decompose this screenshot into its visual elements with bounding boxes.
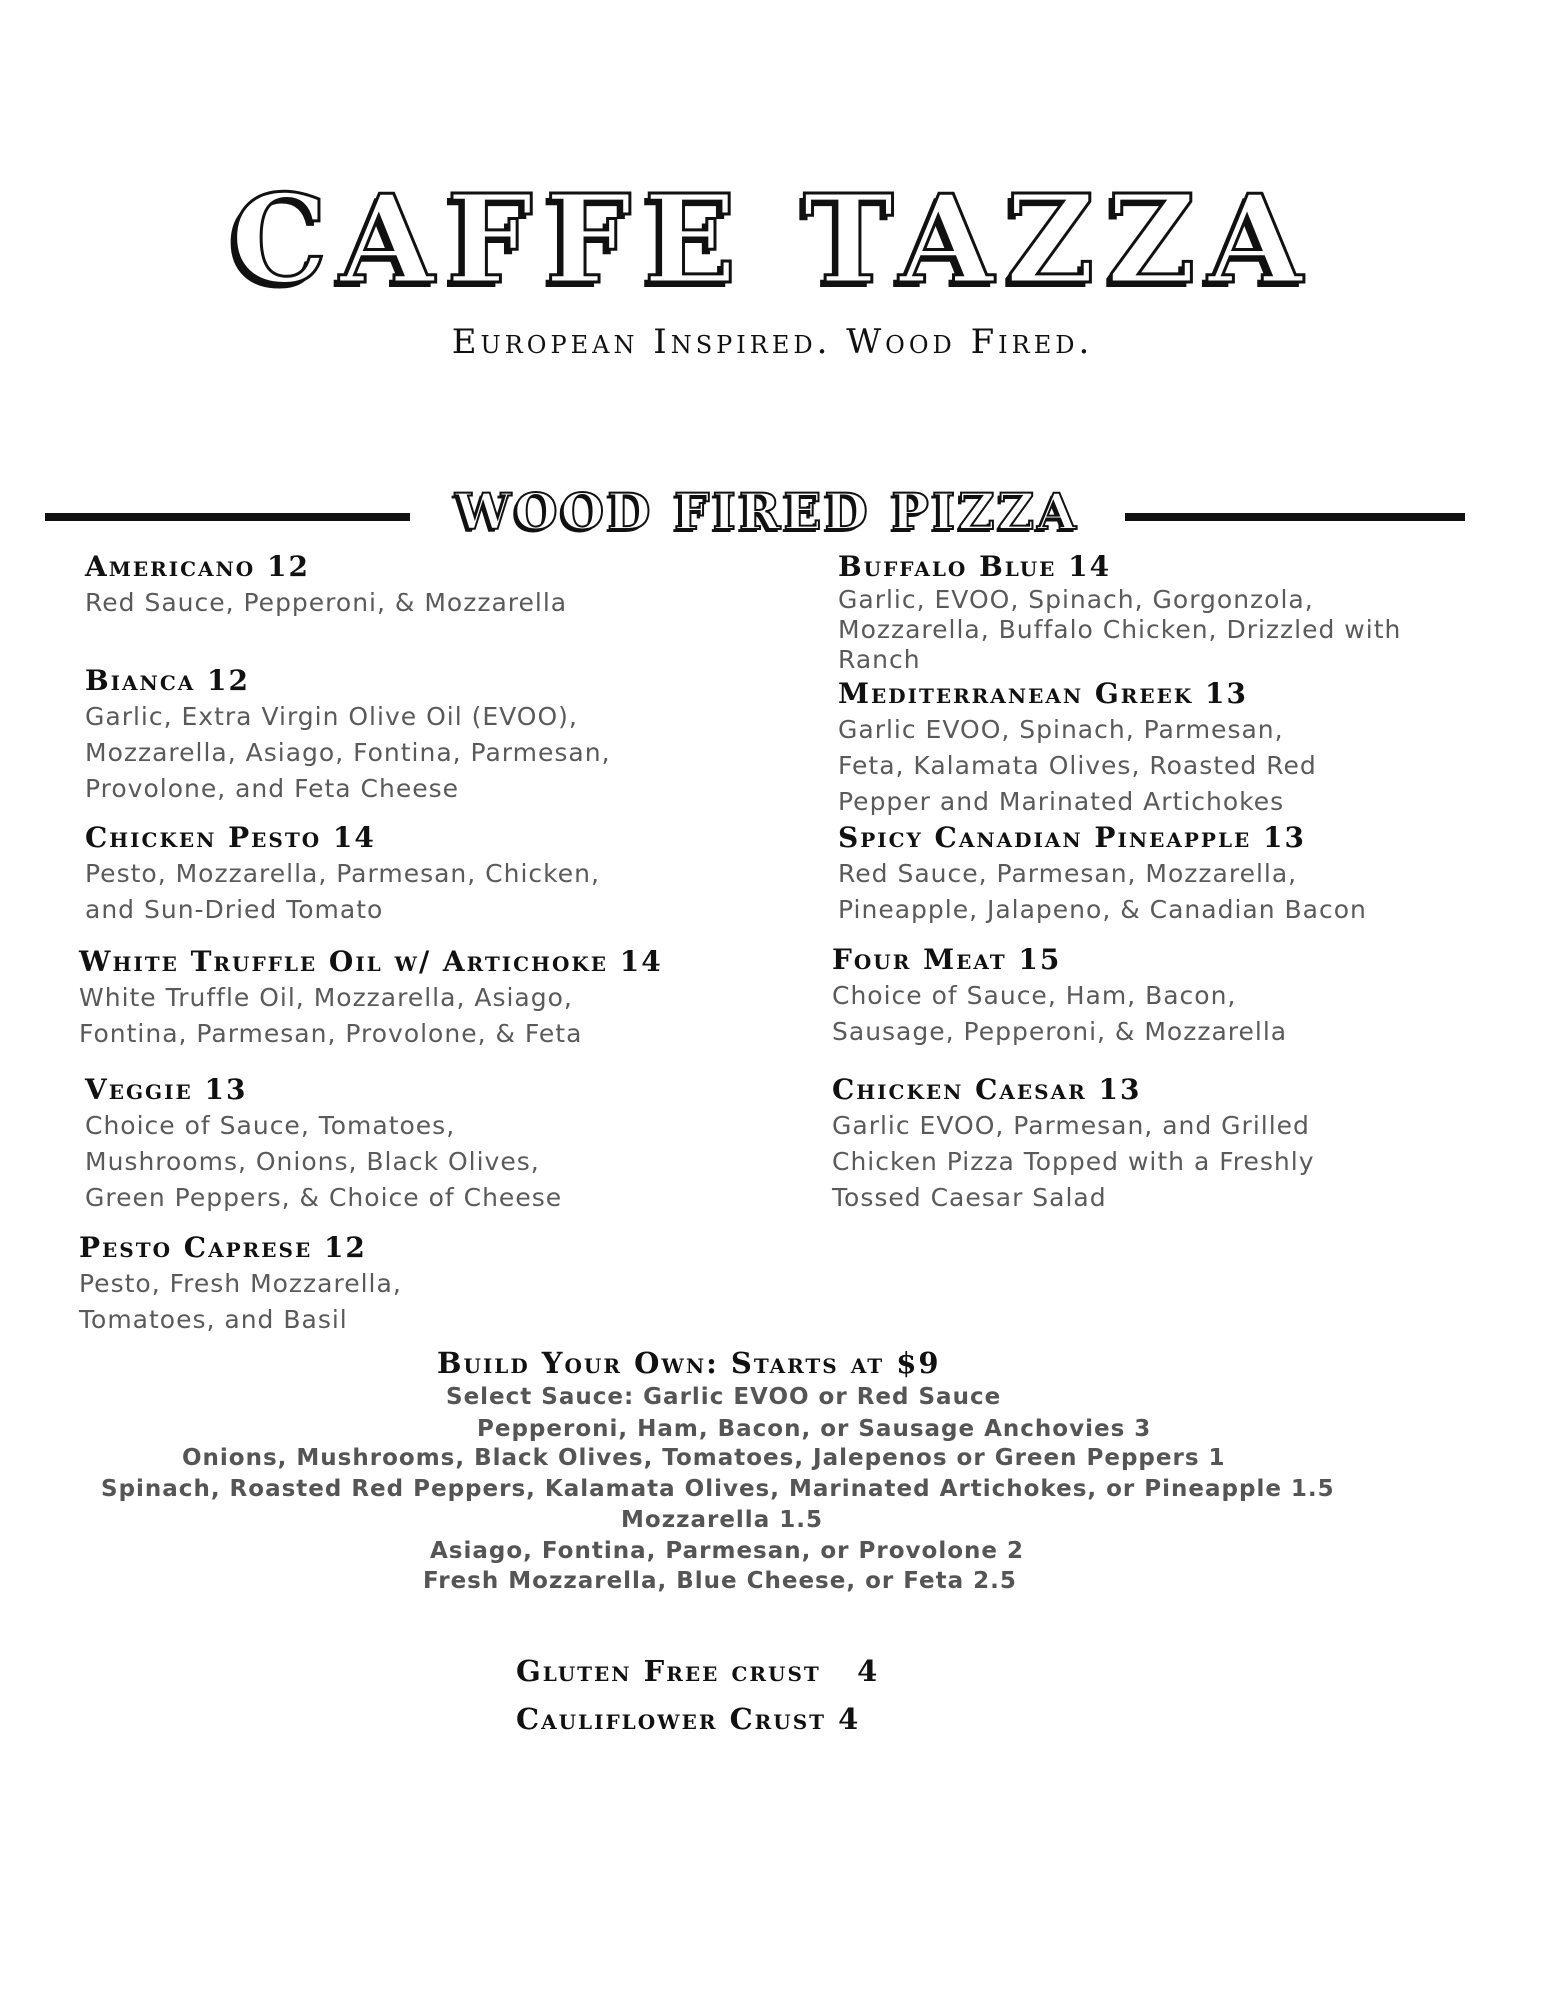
item-description: Red Sauce, Pepperoni, & Mozzarella	[85, 588, 568, 617]
section-title: WOOD FIRED PIZZA	[454, 482, 1080, 541]
menu-item-bianca	[85, 663, 725, 807]
item-name: Spicy Canadian Pineapple 13	[838, 821, 1306, 854]
menu-item-four-meat	[832, 942, 1472, 1050]
option-line: Asiago, Fontina, Parmesan, or Provolone 2	[430, 1538, 1024, 1564]
menu-item-veggie	[85, 1072, 725, 1216]
item-name: Chicken Pesto 14	[85, 821, 376, 854]
item-name: Veggie 13	[85, 1073, 248, 1106]
menu-item-pesto-caprese	[79, 1230, 719, 1338]
item-description: Garlic EVOO, Parmesan, and Grilled Chicken Pizza Topped with a Freshly Tossed Caesar Salad	[832, 1111, 1315, 1212]
item-name: Four Meat 15	[832, 943, 1062, 976]
gluten-free-crust: Gluten Free crust 4	[516, 1654, 880, 1688]
menu-item-buffalo-blue	[838, 549, 1478, 675]
item-description: Red Sauce, Parmesan, Mozzarella, Pineapple, Jalapeno, & Canadian Bacon	[838, 859, 1367, 924]
item-description: Pesto, Mozzarella, Parmesan, Chicken, and Sun-Dried Tomato	[85, 859, 600, 924]
tagline: European Inspired. Wood Fired.	[451, 322, 1094, 362]
option-line: Select Sauce: Garlic EVOO or Red Sauce	[446, 1384, 1002, 1410]
menu-item-chicken-pesto	[85, 820, 725, 928]
menu-item-mediterranean-greek	[838, 676, 1478, 820]
item-description: Garlic EVOO, Spinach, Parmesan, Feta, Kalamata Olives, Roasted Red Pepper and Marinated Artichokes	[838, 715, 1317, 816]
option-line: Fresh Mozzarella, Blue Cheese, or Feta 2.5	[423, 1568, 1017, 1594]
item-name: Pesto Caprese 12	[79, 1231, 367, 1264]
item-name: Chicken Caesar 13	[832, 1073, 1142, 1106]
option-line: Onions, Mushrooms, Black Olives, Tomatoes, Jalepenos or Green Peppers 1	[182, 1445, 1226, 1471]
item-description: Pesto, Fresh Mozzarella, Tomatoes, and Basil	[79, 1269, 402, 1334]
item-name: Mediterranean Greek 13	[838, 677, 1249, 710]
item-name: Bianca 12	[85, 664, 250, 697]
menu-item-chicken-caesar	[832, 1072, 1472, 1216]
section-rule-right	[1125, 513, 1465, 521]
item-name: Americano 12	[85, 550, 310, 583]
item-description: Garlic, Extra Virgin Olive Oil (EVOO), Mozzarella, Asiago, Fontina, Parmesan, Provolone, and Feta Cheese	[85, 702, 611, 803]
restaurant-name: CAFFE TAZZA	[230, 167, 1315, 311]
item-description: Choice of Sauce, Ham, Bacon, Sausage, Pepperoni, & Mozzarella	[832, 981, 1288, 1046]
cauliflower-crust: Cauliflower Crust 4	[516, 1702, 861, 1736]
item-description: White Truffle Oil, Mozzarella, Asiago, Fontina, Parmesan, Provolone, & Feta	[79, 983, 583, 1048]
menu-item-spicy-canadian	[838, 820, 1478, 928]
option-line: Mozzarella 1.5	[621, 1507, 823, 1533]
build-your-own-title: Build Your Own: Starts at $9	[437, 1346, 941, 1380]
menu-item-americano	[85, 549, 725, 621]
item-name: Buffalo Blue 14	[838, 550, 1112, 583]
item-description: Choice of Sauce, Tomatoes, Mushrooms, Onions, Black Olives, Green Peppers, & Choice of Cheese	[85, 1111, 563, 1212]
item-name: White Truffle Oil w/ Artichoke 14	[79, 945, 663, 978]
option-line: Pepperoni, Ham, Bacon, or Sausage Anchovies 3	[477, 1416, 1152, 1442]
menu-item-white-truffle	[79, 944, 719, 1052]
section-rule-left	[45, 513, 410, 521]
option-line: Spinach, Roasted Red Peppers, Kalamata Olives, Marinated Artichokes, or Pineapple 1.5	[101, 1476, 1335, 1502]
item-description: Garlic, EVOO, Spinach, Gorgonzola, Mozzarella, Buffalo Chicken, Drizzled with Ranch	[838, 585, 1402, 674]
